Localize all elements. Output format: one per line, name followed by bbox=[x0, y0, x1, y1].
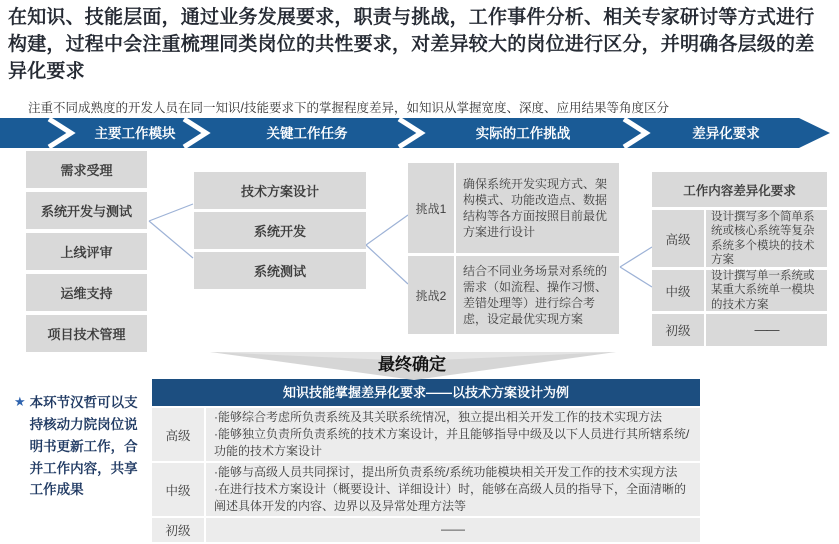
diff-row bbox=[652, 270, 827, 311]
challenge-label: 挑战1 bbox=[408, 163, 456, 253]
key-task-item: 技术方案设计 bbox=[194, 172, 366, 209]
level-text: 设计撰写多个简单系统或核心系统等复杂系统多个模块的技术方案 bbox=[711, 210, 815, 266]
bottom-row-line: ·能够与高级人员共同探讨，提出所负责系统/系统功能模块相关开发工作的技术实现方法 bbox=[214, 464, 678, 479]
page-title: 在知识、技能层面，通过业务发展要求，职责与挑战，工作事件分析、相关专家研讨等方式进行构建，过程中会注重梳理同类岗位的共性要求，对差异较大的岗位进行区分，并明确各层级的差异化要求 bbox=[8, 7, 815, 83]
flow-step-challenges: 实际的工作挑战 bbox=[475, 126, 571, 141]
bottom-table-header: 知识技能掌握差异化要求——以技术方案设计为例 bbox=[152, 379, 700, 406]
flow-step-modules: 主要工作模块 bbox=[94, 126, 176, 141]
bottom-row-line: ·能够综合考虑所负责系统及其关联系统情况，独立提出相关开发工作的技术实现方法 bbox=[214, 409, 662, 424]
challenge-row bbox=[408, 256, 619, 334]
final-label: 最终确定 bbox=[378, 355, 446, 374]
work-module-item: 上线评审 bbox=[26, 233, 147, 270]
challenges-table bbox=[408, 163, 619, 334]
challenge-text: 确保系统开发实现方式、架构模式、功能改造点、数据结构等各方面按照目前最优方案进行设计 bbox=[463, 176, 608, 240]
bottom-level-label: 初级 bbox=[152, 518, 206, 542]
level-label: 初级 bbox=[652, 314, 706, 346]
bottom-level-label: 高级 bbox=[152, 408, 206, 461]
diff-row bbox=[652, 314, 827, 346]
bottom-table-row bbox=[152, 463, 700, 516]
star-note bbox=[14, 392, 148, 501]
bottom-table bbox=[152, 408, 700, 542]
diff-row bbox=[652, 210, 827, 267]
bottom-row-line: —— bbox=[441, 522, 465, 537]
flow-step-tasks: 关键工作任务 bbox=[266, 126, 348, 141]
diff-table-header: 工作内容差异化要求 bbox=[652, 172, 827, 207]
work-modules-list bbox=[26, 151, 147, 352]
work-module-item: 系统开发与测试 bbox=[26, 192, 147, 229]
bottom-table-row bbox=[152, 518, 700, 542]
bottom-table-row bbox=[152, 408, 700, 461]
level-label: 高级 bbox=[652, 210, 706, 267]
flow-step-diff: 差异化要求 bbox=[692, 126, 760, 141]
key-task-item: 系统测试 bbox=[194, 252, 366, 289]
level-text: —— bbox=[754, 321, 779, 337]
bottom-level-label: 中级 bbox=[152, 463, 206, 516]
bottom-row-content bbox=[206, 463, 700, 516]
level-text: 设计撰写单一系统或某重大系统单一模块的技术方案 bbox=[711, 269, 815, 311]
challenge-label: 挑战2 bbox=[408, 256, 456, 334]
bottom-row-line: ·能够独立负责所负责系统的技术方案设计，并且能够指导中级及以下人员进行其所辖系统/功能的技术方案设计 bbox=[214, 426, 690, 459]
bottom-row-line: ·在进行技术方案设计（概要设计、详细设计）时，能够在高级人员的指导下，全面清晰的阐述具体开发的内容、边界以及异常处理方法等 bbox=[214, 481, 686, 514]
challenge-text: 结合不同业务场景对系统的需求（如流程、操作习惯、差错处理等）进行综合考虑，设定最优实现方案 bbox=[463, 263, 608, 327]
challenge-row bbox=[408, 163, 619, 253]
bottom-row-content bbox=[206, 408, 700, 461]
star-icon: ★ bbox=[14, 394, 26, 409]
bottom-row-content bbox=[206, 518, 700, 542]
work-module-item: 需求受理 bbox=[26, 151, 147, 188]
work-module-item: 项目技术管理 bbox=[26, 315, 147, 352]
work-module-item: 运维支持 bbox=[26, 274, 147, 311]
level-label: 中级 bbox=[652, 270, 706, 311]
star-note-text: 本环节汉哲可以支持核动力院岗位说明书更新工作，合并工作内容，共享工作成果 bbox=[29, 395, 138, 498]
key-tasks-list bbox=[194, 172, 366, 289]
key-task-item: 系统开发 bbox=[194, 212, 366, 249]
diff-requirements-table bbox=[652, 172, 827, 346]
subtitle-note: 注重不同成熟度的开发人员在同一知识/技能要求下的掌握程度差异，如知识从掌握宽度、深度、应用结果等角度区分 bbox=[28, 101, 669, 115]
